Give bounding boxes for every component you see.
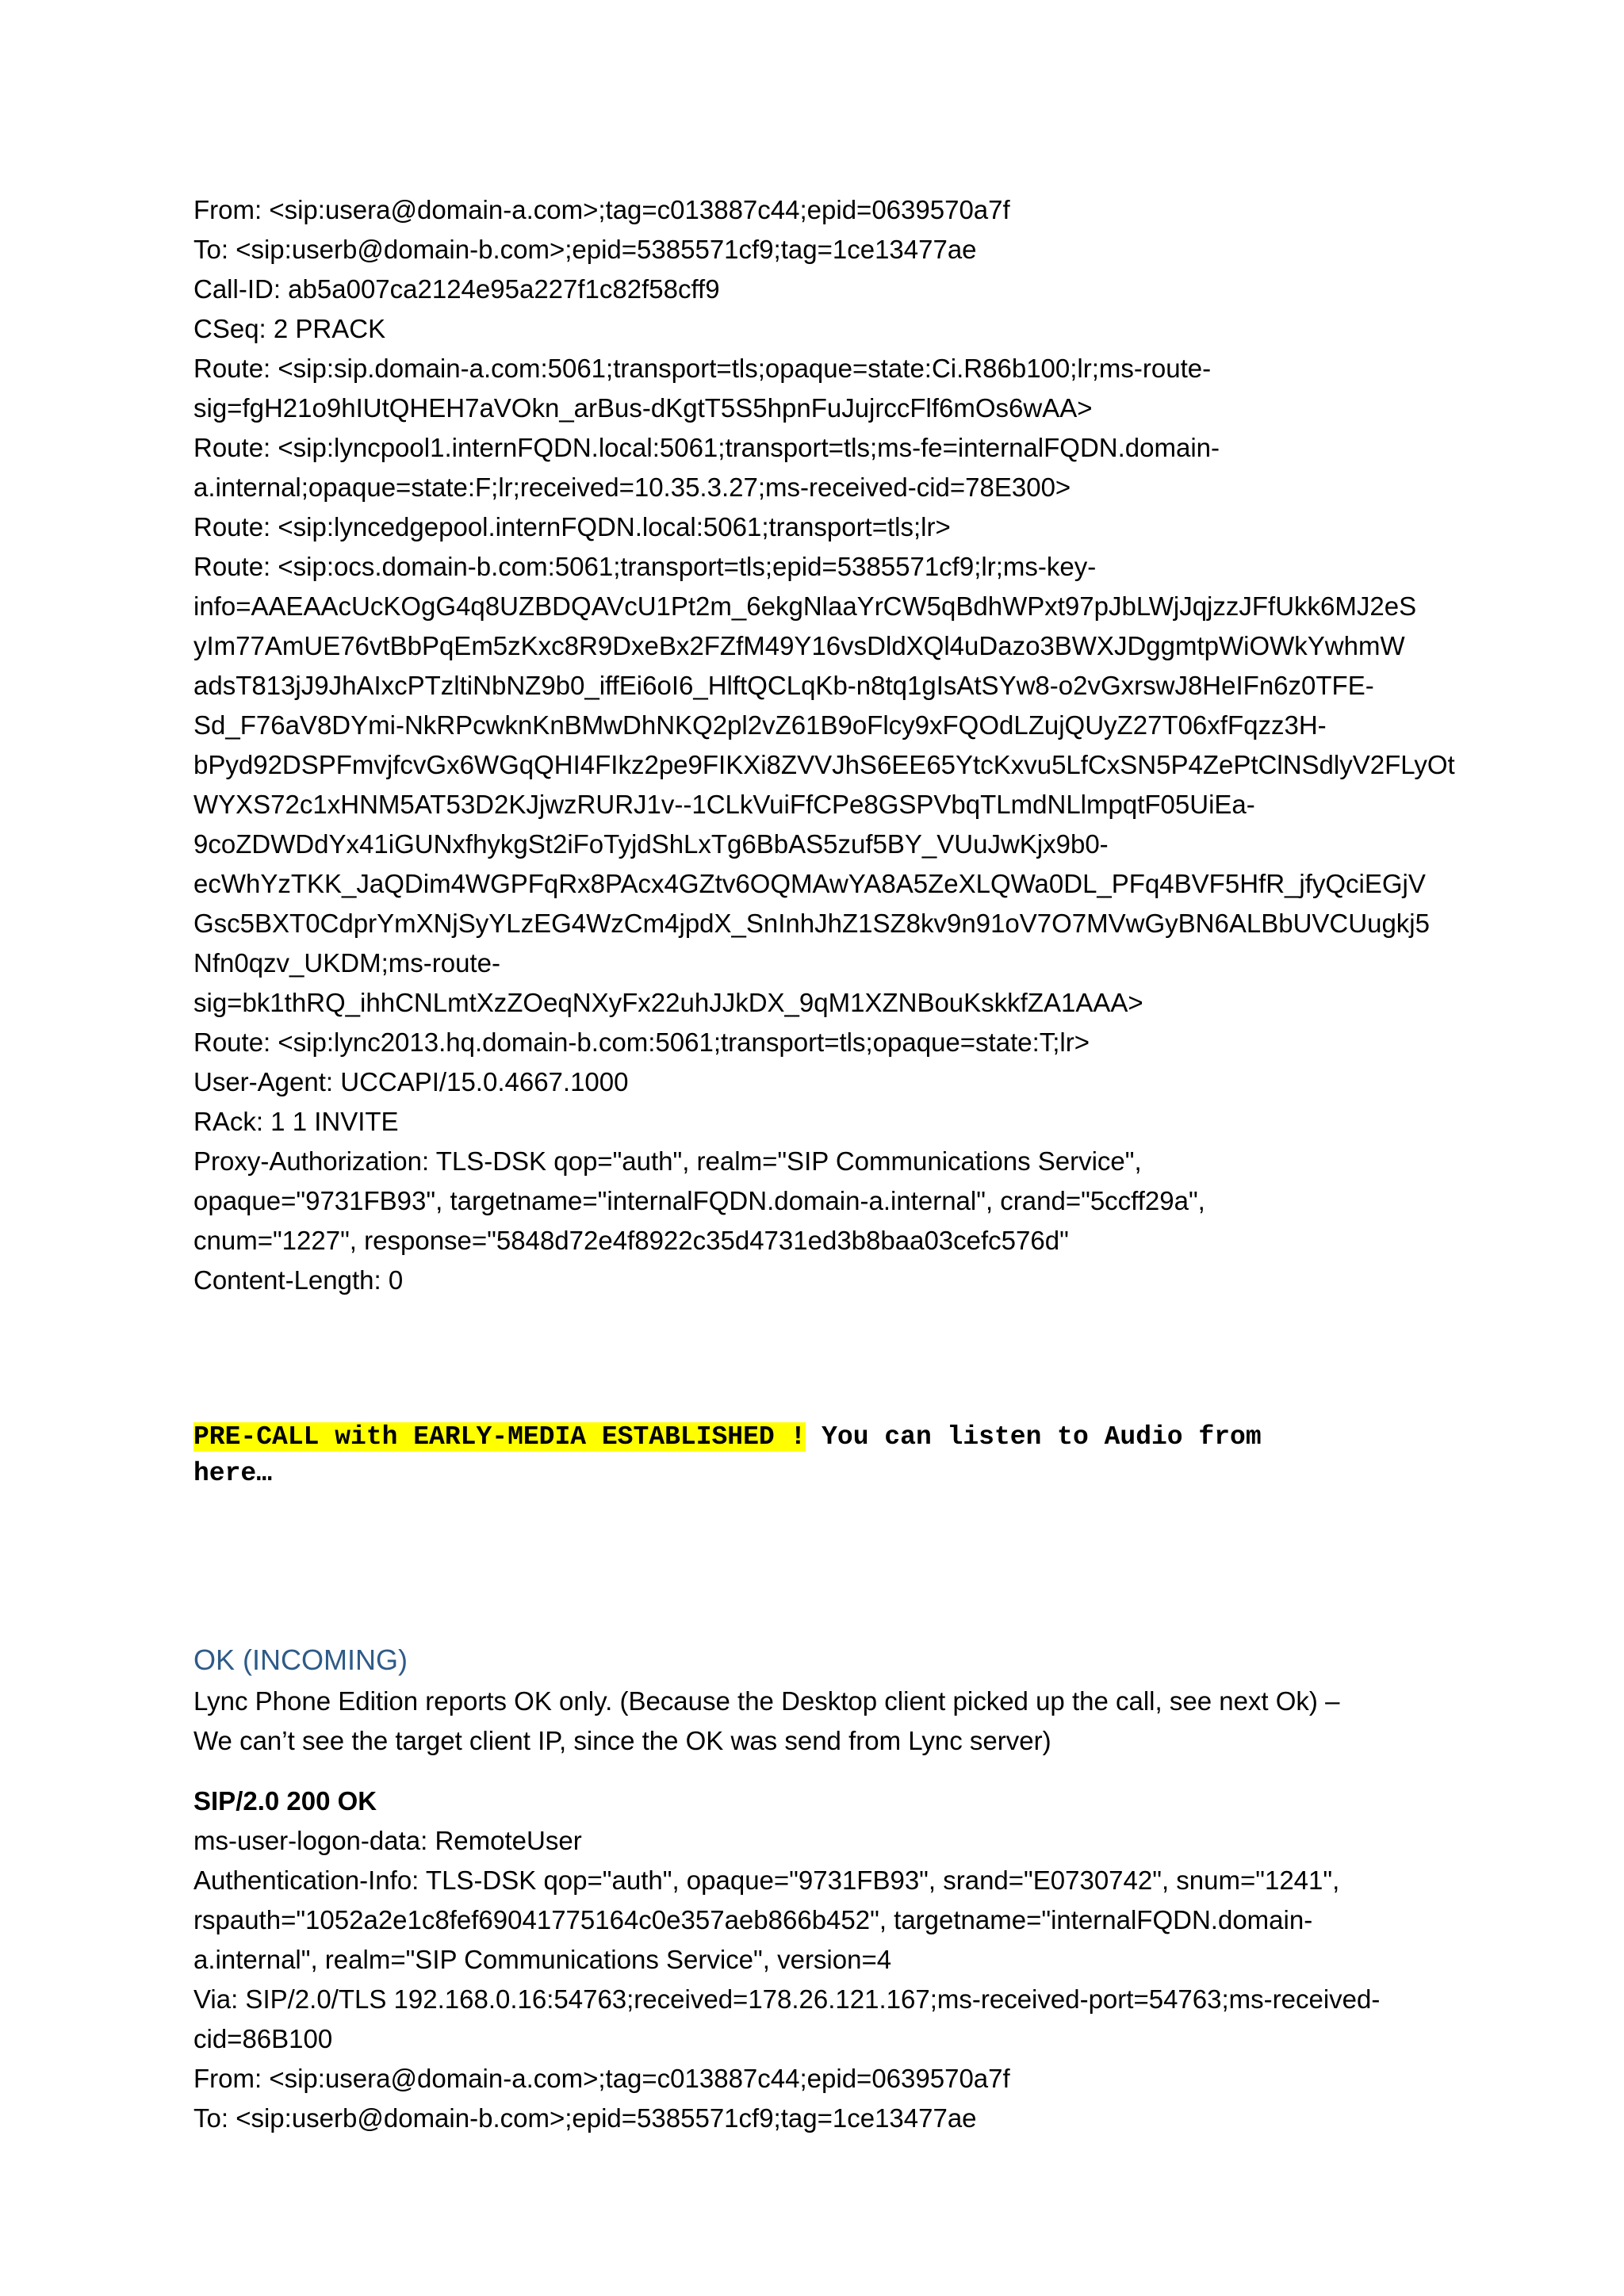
header-line: Call-ID: ab5a007ca2124e95a227f1c82f58cff9 [193, 274, 720, 304]
ok-section [193, 1639, 1380, 2138]
header-line: Nfn0qzv_UKDM;ms-route- [193, 948, 500, 978]
header-line: Route: <sip:ocs.domain-b.com:5061;transport=tls;epid=5385571cf9;lr;ms-key- [193, 552, 1097, 581]
header-line: Route: <sip:sip.domain-a.com:5061;transport=tls;opaque=state:Ci.R86b100;lr;ms-route- [193, 354, 1212, 383]
header-line: Route: <sip:lync2013.hq.domain-b.com:5061;transport=tls;opaque=state:T;lr> [193, 1027, 1090, 1057]
ok-headers [193, 1821, 1380, 2138]
header-line: Authentication-Info: TLS-DSK qop="auth", opaque="9731FB93", srand="E0730742", snum="1241", [193, 1866, 1340, 1895]
header-line: a.internal", realm="SIP Communications Service", version=4 [193, 1945, 892, 1974]
description-line: We can’t see the target client IP, since the OK was send from Lync server) [193, 1726, 1051, 1755]
prack-message [193, 190, 1455, 1300]
header-line: Gsc5BXT0CdprYmXNjSyYLzEG4WzCm4jpdX_SnInhJhZ1SZ8kv9n91oV7O7MVwGyBN6ALBbUVCUugkj5 [193, 909, 1430, 938]
header-line: Route: <sip:lyncedgepool.internFQDN.local:5061;transport=tls;lr> [193, 512, 951, 541]
header-line: rspauth="1052a2e1c8fef69041775164c0e357aeb866b452", targetname="internalFQDN.domain- [193, 1905, 1313, 1934]
note-text-continued: here… [193, 1459, 273, 1488]
header-line: Via: SIP/2.0/TLS 192.168.0.16:54763;received=178.26.121.167;ms-received-port=54763;ms-received- [193, 1984, 1381, 2014]
header-line: Route: <sip:lyncpool1.internFQDN.local:5061;transport=tls;ms-fe=internalFQDN.domain- [193, 433, 1220, 462]
header-line: From: <sip:usera@domain-a.com>;tag=c013887c44;epid=0639570a7f [193, 195, 1010, 224]
header-line: User-Agent: UCCAPI/15.0.4667.1000 [193, 1067, 629, 1096]
header-line: cnum="1227", response="5848d72e4f8922c35d4731ed3b8baa03cefc576d" [193, 1226, 1069, 1255]
header-line: bPyd92DSPFmvjfcvGx6WGqQHI4FIkz2pe9FIKXi8ZVVJhS6EE65YtcKxvu5LfCxSN5P4ZePtClNSdlyV2FLyOt [193, 750, 1455, 779]
status-line: SIP/2.0 200 OK [193, 1786, 377, 1816]
highlighted-note: PRE-CALL with EARLY-MEDIA ESTABLISHED ! [193, 1422, 806, 1452]
header-line: adsT813jJ9JhAIxcPTzltiNbNZ9b0_iffEi6oI6_HlftQCLqKb-n8tq1gIsAtSYw8-o2vGxrswJ8HeIFn6z0TFE- [193, 671, 1374, 700]
header-line: Proxy-Authorization: TLS-DSK qop="auth", realm="SIP Communications Service", [193, 1146, 1142, 1176]
header-line: cid=86B100 [193, 2024, 333, 2053]
header-line: From: <sip:usera@domain-a.com>;tag=c013887c44;epid=0639570a7f [193, 2064, 1010, 2093]
header-line: ms-user-logon-data: RemoteUser [193, 1826, 582, 1855]
header-line: RAck: 1 1 INVITE [193, 1107, 399, 1136]
header-line: Content-Length: 0 [193, 1265, 404, 1295]
description-line: Lync Phone Edition reports OK only. (Because the Desktop client picked up the call, see next Ok) – [193, 1686, 1340, 1716]
header-line: sig=bk1thRQ_ihhCNLmtXzZOeqNXyFx22uhJJkDX_9qM1XZNBouKskkfZA1AAA> [193, 988, 1143, 1017]
header-line: 9coZDWDdYx41iGUNxfhykgSt2iFoTyjdShLxTg6BbAS5zuf5BY_VUuJwKjx9b0- [193, 829, 1109, 859]
header-line: sig=fgH21o9hIUtQHEH7aVOkn_arBus-dKgtT5S5hpnFuJujrccFlf6mOs6wAA> [193, 393, 1093, 423]
header-line: ecWhYzTKK_JaQDim4WGPFqRx8PAcx4GZtv6OQMAwYA8A5ZeXLQWa0DL_PFq4BVF5HfR_jfyQciEGjV [193, 869, 1426, 898]
header-line: To: <sip:userb@domain-b.com>;epid=5385571cf9;tag=1ce13477ae [193, 235, 977, 264]
header-line: opaque="9731FB93", targetname="internalFQDN.domain-a.internal", crand="5ccff29a", [193, 1186, 1205, 1215]
header-line: Sd_F76aV8DYmi-NkRPcwknKnBMwDhNKQ2pl2vZ61B9oFlcy9xFQOdLZujQUyZ27T06xfFqzz3H- [193, 710, 1327, 740]
section-heading: OK (INCOMING) [193, 1644, 408, 1676]
header-line: yIm77AmUE76vtBbPqEm5zKxc8R9DxeBx2FZfM49Y16vsDldXQl4uDazo3BWXJDggmtpWiOWkYwhmW [193, 631, 1405, 660]
early-media-note [193, 1419, 1262, 1492]
header-line: WYXS72c1xHNM5AT53D2KJjwzRURJ1v--1CLkVuiFfCPe8GSPVbqTLmdNLlmpqtF05UiEa- [193, 790, 1255, 819]
header-line: a.internal;opaque=state:F;lr;received=10.35.3.27;ms-received-cid=78E300> [193, 473, 1071, 502]
header-line: To: <sip:userb@domain-b.com>;epid=5385571cf9;tag=1ce13477ae [193, 2103, 977, 2133]
header-line: CSeq: 2 PRACK [193, 314, 386, 343]
note-text: You can listen to Audio from [806, 1422, 1262, 1452]
header-line: info=AAEAAcUcKOgG4q8UZBDQAVcU1Pt2m_6ekgNlaaYrCW5qBdhWPxt97pJbLWjJqjzzJFfUkk6MJ2eS [193, 591, 1417, 621]
